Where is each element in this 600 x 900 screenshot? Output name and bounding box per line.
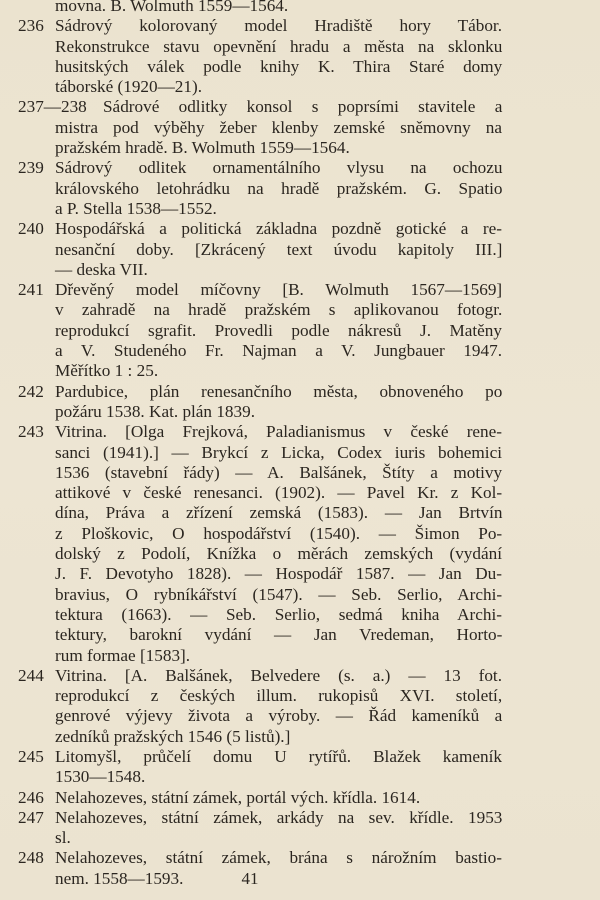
entry-number: 242	[18, 381, 44, 401]
text-line: nesanční doby. [Zkrácený text úvodu kapitoly III.]	[55, 239, 503, 259]
catalog-entry	[18, 16, 502, 97]
text-line: z Ploškovic, O hospodářství (1540). — Šimon Po-	[55, 523, 503, 543]
catalog-entries	[18, 0, 502, 889]
text-line: Měřítko 1 : 25.	[55, 361, 159, 381]
text-line: — deska VII.	[55, 259, 148, 279]
text-line: Sádrové odlitky konsol s poprsími stavitele a	[103, 97, 503, 117]
entry-number: 244	[18, 665, 44, 685]
catalog-entry	[18, 280, 502, 381]
text-line: mistra pod výběhy žeber klenby zemské sněmovny na	[55, 117, 502, 137]
page-number: 41	[241, 869, 259, 888]
text-line: attikové v české renesanci. (1902). — Pavel Kr. z Kol-	[55, 483, 503, 503]
text-line: Sádrový odlitek ornamentálního vlysu na ochozu	[55, 158, 503, 178]
entry-number: 237—238	[18, 97, 87, 117]
catalog-entry	[18, 422, 502, 666]
text-line: tektury, barokní vydání — Jan Vredeman, Horto-	[55, 625, 503, 645]
text-line: Vitrina. [Olga Frejková, Paladianismus v české rene-	[55, 422, 502, 442]
catalog-entry	[18, 382, 502, 423]
catalog-entry	[18, 97, 502, 158]
catalog-entry	[18, 747, 502, 788]
text-line: pražském hradě. B. Wolmuth 1559—1564.	[55, 138, 350, 158]
text-line: dína, Práva a zřízení zemská (1583). — Jan Brtvín	[55, 503, 503, 523]
text-line: 1530—1548.	[55, 767, 146, 787]
text-line: 1536 (stavební řády) — A. Balšánek, Štíty a motivy	[55, 462, 503, 482]
entry-number: 239	[18, 158, 44, 178]
text-line: v zahradě na hradě pražském s aplikovanou fotogr.	[55, 300, 503, 320]
text-line: a V. Studeného Fr. Najman a V. Jungbauer 1947.	[55, 341, 502, 361]
catalog-entry	[18, 219, 502, 280]
text-line: movna. B. Wolmuth 1559—1564.	[55, 0, 289, 15]
text-line: Rekonstrukce stavu opevnění hradu a města na sklonku	[55, 36, 503, 56]
entry-list	[18, 16, 502, 889]
text-line: sanci (1941).] — Brykcí z Licka, Codex iuris bohemici	[55, 442, 502, 462]
entry-number: 241	[18, 280, 44, 300]
text-line: bravius, O rybníkářství (1547). — Seb. Serlio, Archi-	[55, 584, 503, 604]
text-line: Litomyšl, průčelí domu U rytířů. Blažek kameník	[55, 746, 502, 766]
text-line: Nelahozeves, státní zámek, brána s nárožním bastio-	[55, 848, 502, 868]
text-line: rum formae [1583].	[55, 645, 191, 665]
entry-number: 240	[18, 219, 44, 239]
text-line: Nelahozeves, státní zámek, portál vých. křídla. 1614.	[55, 787, 421, 807]
text-line: Nelahozeves, státní zámek, arkády na sev. křídle. 1953	[55, 807, 503, 827]
entry-number: 245	[18, 746, 44, 766]
text-line: nem. 1558—1593.	[55, 868, 184, 888]
text-line: požáru 1538. Kat. plán 1839.	[55, 401, 255, 421]
text-line: reprodukcí sgrafit. Provedli podle nákresů J. Matěny	[55, 320, 502, 340]
entry-number: 246	[18, 787, 44, 807]
catalog-entry	[18, 158, 502, 219]
text-line: genrové výjevy života a výroby. — Řád kameníků a	[55, 706, 503, 726]
text-line: a P. Stella 1538—1552.	[55, 198, 217, 218]
catalog-entry	[18, 788, 502, 808]
text-line: sl.	[55, 828, 71, 848]
entry-number: 248	[18, 848, 44, 868]
text-line: husitských válek podle knihy K. Thira Staré domy	[55, 56, 503, 76]
entry-number: 247	[18, 807, 44, 827]
text-line: dolský z Podolí, Knížka o měrách zemských (vydání	[55, 544, 502, 564]
text-line: reprodukcí z českých illum. rukopisů XVI. století,	[55, 686, 503, 706]
text-line: zedníků pražských 1546 (5 listů).]	[55, 726, 291, 746]
entry-number: 236	[18, 16, 44, 36]
catalog-entry	[18, 666, 502, 747]
continuation-text	[18, 0, 502, 16]
text-line: Pardubice, plán renesančního města, obnoveného po	[55, 381, 503, 401]
text-line: královského letohrádku na hradě pražském. G. Spatio	[55, 178, 503, 198]
text-line: Hospodářská a politická základna pozdně gotické a re-	[55, 219, 502, 239]
text-line: J. F. Devotyho 1828). — Hospodář 1587. — Jan Du-	[55, 564, 502, 584]
text-line: Dřevěný model míčovny [B. Wolmuth 1567—1569]	[55, 280, 503, 300]
text-line: Vitrina. [A. Balšánek, Belvedere (s. a.) — 13 fot.	[55, 665, 502, 685]
text-line: táborské (1920—21).	[55, 77, 203, 97]
entry-number: 243	[18, 422, 44, 442]
catalog-entry	[18, 808, 502, 849]
text-line: Sádrový kolorovaný model Hradiště hory Tábor.	[55, 16, 502, 36]
text-line: tektura (1663). — Seb. Serlio, sedmá kniha Archi-	[55, 604, 502, 624]
